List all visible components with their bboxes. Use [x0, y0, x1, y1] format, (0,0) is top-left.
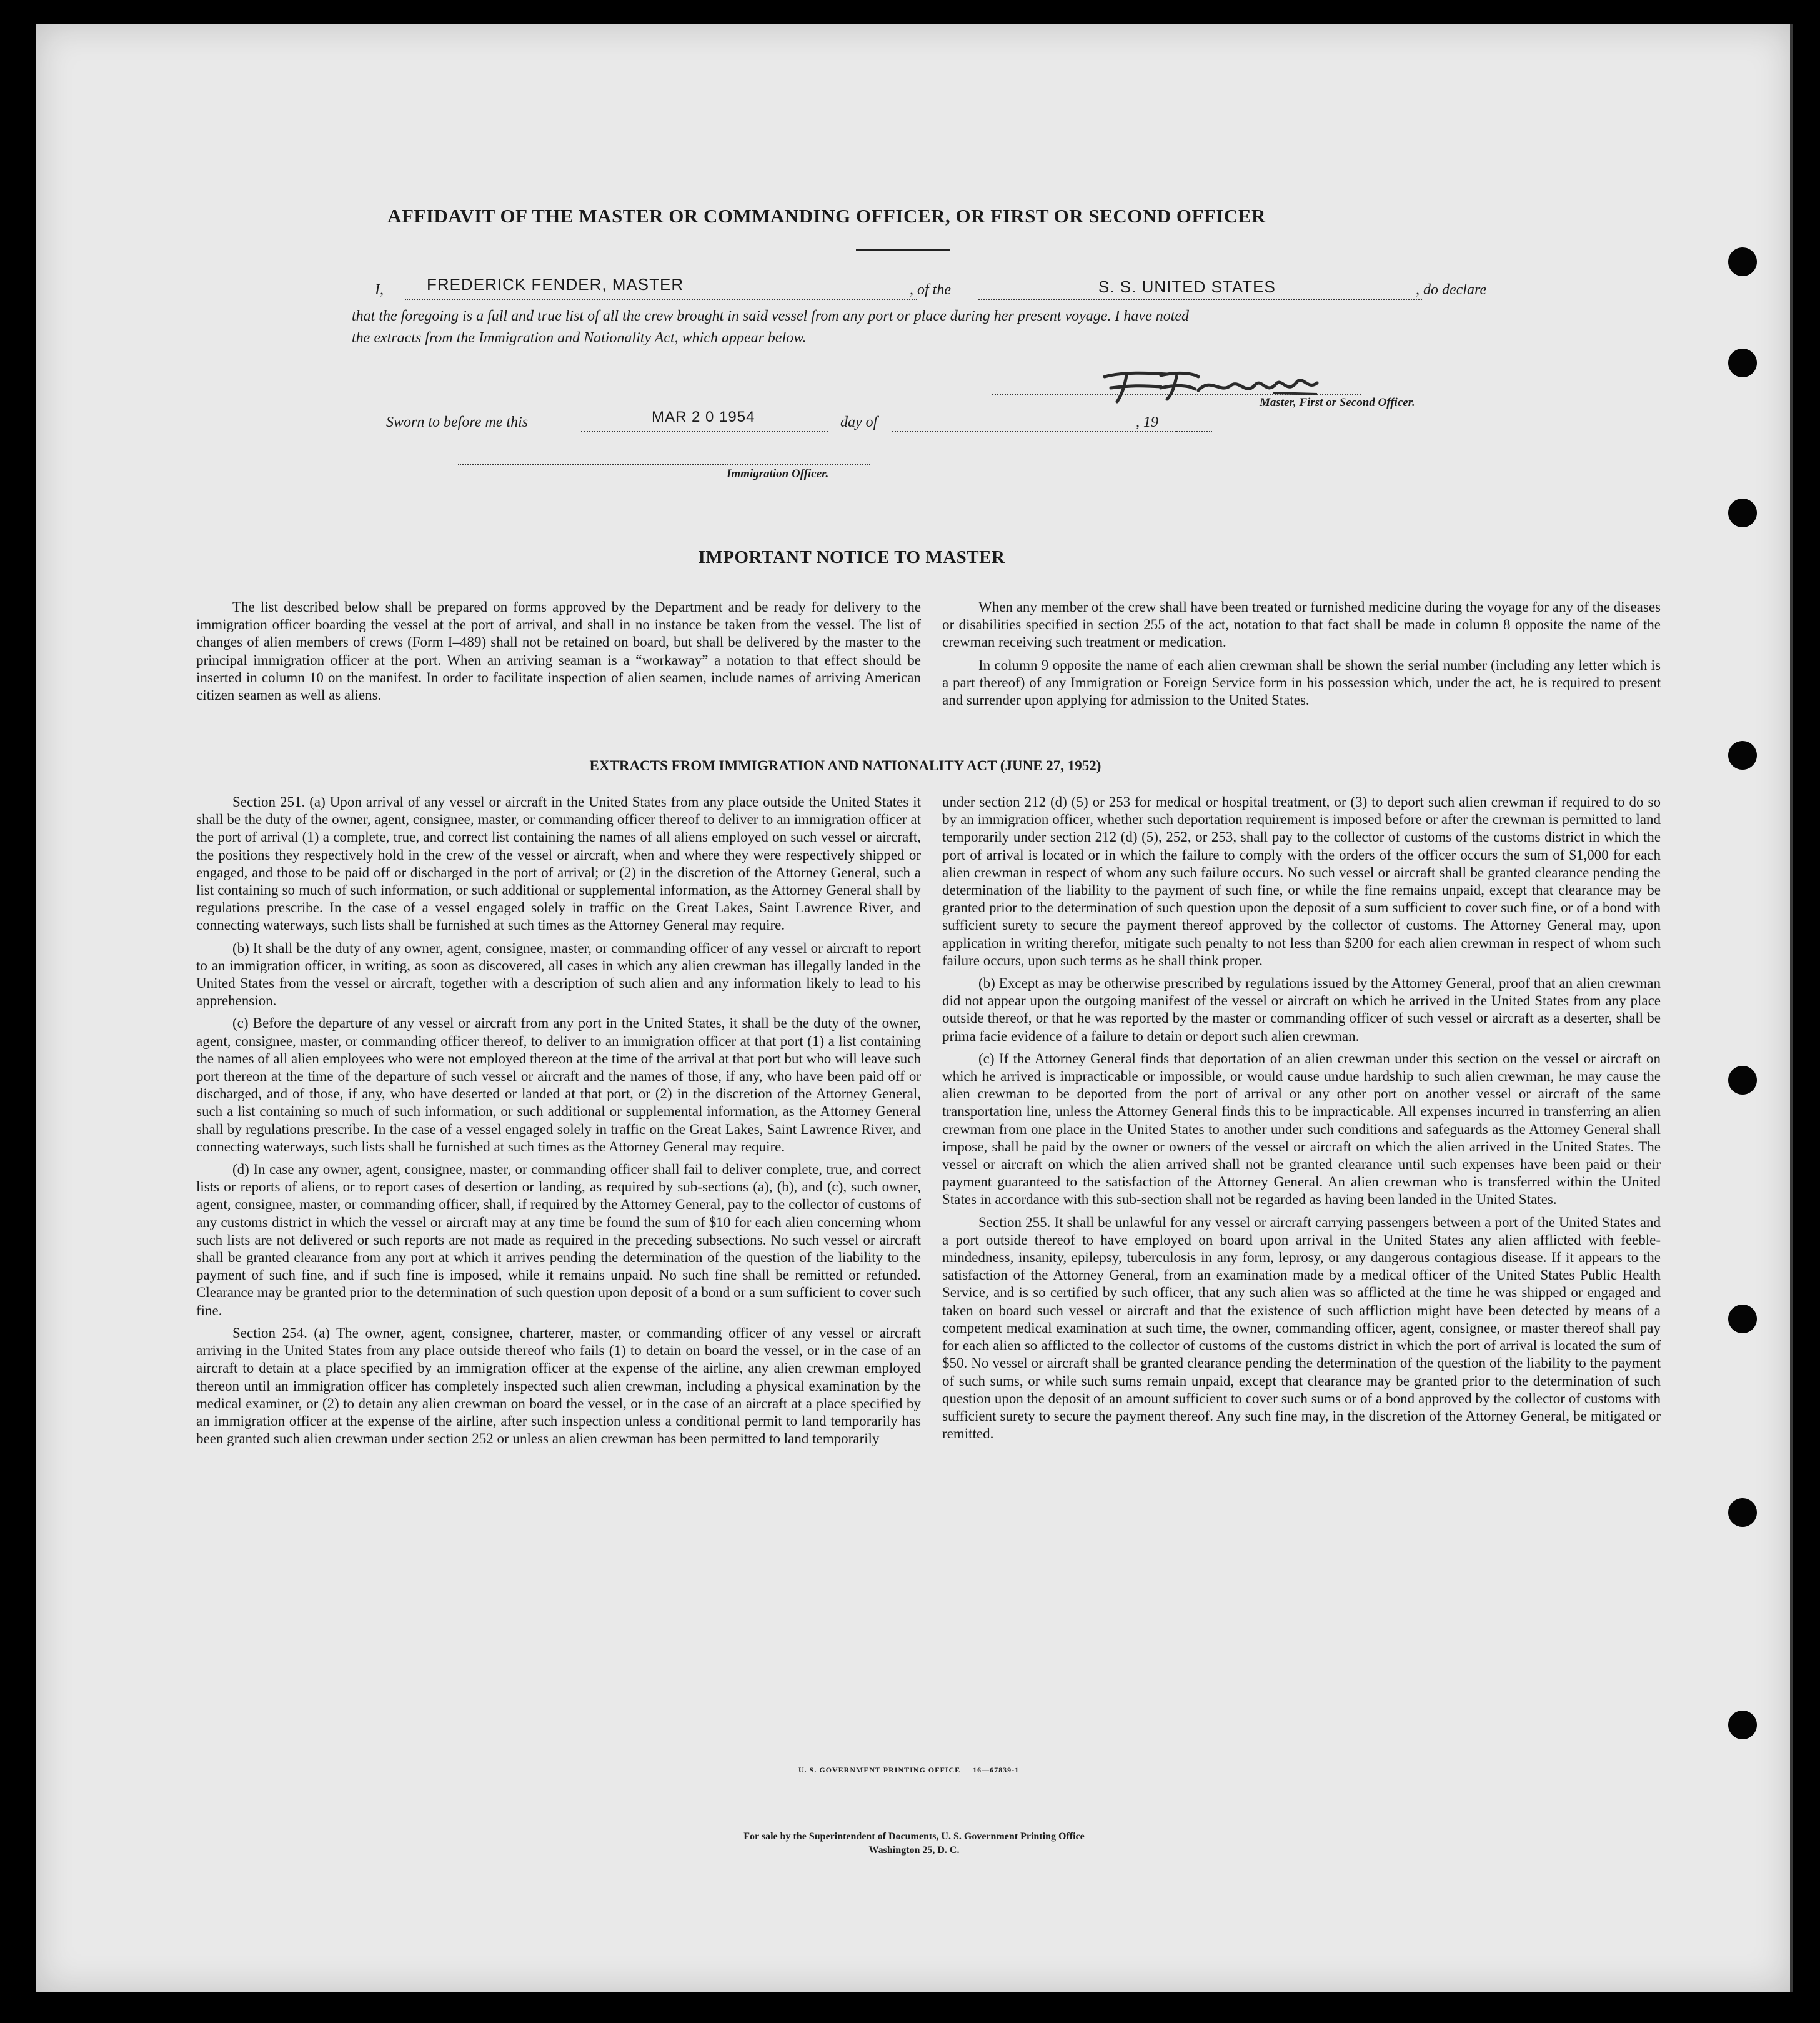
punch-hole: [1728, 741, 1757, 770]
punch-hole: [1728, 1711, 1757, 1739]
section-255: Section 255. It shall be unlawful for any vessel or aircraft carrying passengers between a port of the United States and a port outside thereof to have employed on board upon arrival in the United States any alien afflicted with feeble-mindedness, insanity, epilepsy, tuberculosis in any form, leprosy, or any dangerous contagious disease. If it appears to the satisfaction of the Attorney General, from an examination made by a medical officer of the United States Public Health Service, and is so certified by such officer, that any such alien was so afflicted at the time he was shipped or engaged and taken on board such vessel or aircraft and that the existence of such affliction might have been detected by means of a competent medical examination at such time, the owner, commanding officer, agent, consignee, or master thereof shall pay for each alien so afflicted to the collector of customs of the customs district in which the port of arrival is located the sum of $50. No vessel or aircraft shall be granted clearance pending the determination of the question of the liability to the payment of such sums, or while such sums remain unpaid, except that clearance may be granted prior to the determination of such question upon the deposit of an amount sufficient to cover such sums or of a bond approved by the collector of customs with sufficient surety to secure the payment thereof. Any such fine may, in the discretion of the Attorney General, be mitigated or remitted.: [942, 1214, 1661, 1442]
punch-hole: [1728, 247, 1757, 276]
form-page: [36, 24, 1792, 1992]
section-251-b: (b) It shall be the duty of any owner, agent, consignee, master, or commanding officer of any vessel or aircraft to report to an immigration officer, in writing, as soon as discovered, all cases in which any alien crewman has illegally landed in the United States from the vessel or aircraft, together with a description of such alien and any information likely to lead to his apprehension.: [196, 940, 921, 1009]
affidavit-title: AFFIDAVIT OF THE MASTER OR COMMANDING OFFICER, OR FIRST OR SECOND OFFICER: [387, 205, 1266, 227]
punch-hole: [1728, 499, 1757, 527]
extracts-left-column: [196, 793, 921, 1448]
sale-line-2: Washington 25, D. C.: [868, 1845, 960, 1856]
notice-left-column: [196, 599, 921, 709]
page-edge-divider: [1790, 24, 1793, 1992]
section-251-a: Section 251. (a) Upon arrival of any vessel or aircraft in the United States from any place outside the United States it shall be the duty of the owner, agent, consignee, master, or commanding officer thereof to deliver to an immigration officer at the port of arrival (1) a complete, true, and correct list containing the names of all aliens employed on such vessel or aircraft, the positions they respectively hold in the crew of the vessel or aircraft, when and where they were respectively shipped or engaged, and those to be paid off or discharged in the port of arrival; or (2) in the discretion of the Attorney General, such a list containing so much of such information, or such additional or supplemental information, as the Attorney General shall by regulations prescribe. In the case of a vessel engaged solely in traffic on the Great Lakes, Saint Lawrence River, and connecting waterways, such lists shall be furnished at such times as the Attorney General may require.: [196, 794, 921, 933]
extracts-title: EXTRACTS FROM IMMIGRATION AND NATIONALITY ACT (JUNE 27, 1952): [589, 758, 1101, 773]
declarant-name: FREDERICK FENDER, MASTER: [427, 275, 684, 294]
day-of-label: day of: [840, 414, 878, 430]
vessel-name: S. S. UNITED STATES: [1098, 277, 1276, 296]
statement-line-1: that the foregoing is a full and true list of all the crew brought in said vessel from any port or place during her present voyage. I have noted: [352, 308, 1190, 324]
statement-line-2: the extracts from the Immigration and Nationality Act, which appear below.: [352, 330, 807, 346]
section-251-d: (d) In case any owner, agent, consignee, master, or commanding officer shall fail to deliver complete, true, and correct lists or reports of aliens, or to report cases of desertion or landing, as required by sub-sections (a), (b), and (c), such owner, agent, consignee, master, or commanding officer, shall, if required by the Attorney General, pay to the collector of customs of any customs district in which the vessel or aircraft may at any time be found the sum of $10 for each alien concerning whom such lists are not delivered or such reports are not made as required in the preceding subsections. No such vessel or aircraft shall be granted clearance from any port at which it arrives pending the determination of the question of the liability to the payment of such fine, and if such fine is imposed, while it remains unpaid. No such fine shall be remitted or refunded. Clearance may be granted prior to the determination of such question upon deposit of a bond or a sum sufficient to cover such fine.: [196, 1161, 921, 1318]
punch-hole: [1728, 1066, 1757, 1095]
section-254-a: Section 254. (a) The owner, agent, consignee, charterer, master, or commanding officer of any vessel or aircraft arriving in the United States from any place outside thereof who fails (1) to detain on board the vessel, or in the case of an aircraft to detain at a place specified by an immigration officer at the expense of the airline, any alien crewman employed thereon until an immigration officer has completely inspected such alien crewman, including a physical examination by the medical examiner, or (2) to detain any alien crewman on board the vessel, or in the case of an aircraft at a place specified by an immigration officer at the expense of the airline, after such inspection unless a conditional permit to land temporarily has been granted such alien crewman under section 252 or unless an alien crewman has been permitted to land temporarily: [196, 1325, 921, 1447]
notice-right-paragraph-1: When any member of the crew shall have been treated or furnished medicine during the voyage for any of the diseases or disabilities specified in section 255 of the act, notation to that fact shall be made in column 8 opposite the name of the crewman receiving such treatment or medication.: [942, 599, 1661, 650]
notice-right-paragraph-2: In column 9 opposite the name of each alien crewman shall be shown the serial number (including any letter which is a part thereof) of any Immigration or Foreign Service form in his possession which, under the act, he is required to present and surrender upon applying for admission to the United States.: [942, 657, 1661, 708]
year-line: [1175, 431, 1212, 432]
of-the-label: , of the: [910, 282, 951, 298]
month-line: [892, 431, 1173, 432]
declarant-line: [405, 299, 917, 300]
notice-title: IMPORTANT NOTICE TO MASTER: [698, 547, 1005, 567]
signature-caption: Master, First or Second Officer.: [1260, 396, 1415, 409]
officer-caption: Immigration Officer.: [727, 467, 829, 480]
section-254-a-continued: under section 212 (d) (5) or 253 for medical or hospital treatment, or (3) to deport such alien crewman if required to do so by an immigration officer, whether such deportation requirement is imposed before or after the crewman is permitted to land temporarily under section 212 (d) (5), 252, or 253, shall pay to the collector of customs of the customs district in which the port of arrival is located or in which the failure to comply with the orders of the officer occurs the sum of $1,000 for each alien crewman in respect of whom any such failure occurs. No such vessel or aircraft shall be granted clearance pending the determination of the liability to the payment of such fine, or while the fine remains unpaid, except that clearance may be granted prior to the determination of such question upon the deposit of a sum sufficient to cover such fine, or of a bond with sufficient surety to secure the payment thereof approved by the collector of customs. The Attorney General may, upon application in writing therefor, mitigate such penalty to not less than $200 for each alien crewman in respect of whom such failure occurs, upon such terms as he shall think proper.: [942, 794, 1661, 968]
section-254-c: (c) If the Attorney General finds that deportation of an alien crewman under this section on the vessel or aircraft on which he arrived is impracticable or impossible, or would cause undue hardship to such alien crewman, he may cause the alien crewman to be deported from the port of arrival or any other port on another vessel or aircraft of the same transportation line, unless the Attorney General finds this to be impracticable. All expenses incurred in transferring an alien crewman from one place in the United States to another under such conditions and safeguards as the Attorney General shall impose, shall be paid by the owner or owners of the vessel or aircraft on which the alien arrived in the United States. The vessel or aircraft on which the alien arrived shall not be granted clearance until such expenses have been paid or their payment guaranteed to the satisfaction of the Attorney General. An alien crewman who is transferred within the United States in accordance with this sub-section shall not be regarded as having been landed in the United States.: [942, 1050, 1661, 1208]
vessel-line: [978, 299, 1422, 300]
officer-signature-line: [458, 464, 870, 465]
section-251-c: (c) Before the departure of any vessel or aircraft from any port in the United States, it shall be the duty of the owner, agent, consignee, master, or commanding officer thereof, to deliver to an immigration officer at that port (1) a list containing the names of all alien employees who were not employed thereon at the time of the arrival at that port but who will leave such port thereon at the time of the departure of such vessel or aircraft and the names of those, if any, who have been paid off or discharged, and of those, if any, who have deserted or landed at that port, or (2) in the discretion of the Attorney General, such a list containing so much of such information, or such additional or supplemental information, as the Attorney General shall by regulations prescribe. In the case of a vessel engaged solely in traffic on the Great Lakes, Saint Lawrence River, and connecting waterways, such lists shall be furnished at such times as the Attorney General may require.: [196, 1015, 921, 1155]
punch-hole: [1728, 1498, 1757, 1527]
year-prefix: , 19: [1136, 414, 1158, 430]
notice-right-column: [942, 599, 1661, 714]
section-254-b: (b) Except as may be otherwise prescribed by regulations issued by the Attorney General, proof that an alien crewman did not appear upon the outgoing manifest of the vessel or aircraft on which he arrived in the United States from any place outside thereof, or that he was reported by the master or commanding officer of such vessel or aircraft as a deserter, shall be prima facie evidence of a failure to detain or deport such alien crewman.: [942, 975, 1661, 1044]
extracts-right-column: [942, 793, 1661, 1443]
printing-office-line: U. S. GOVERNMENT PRINTING OFFICE 16—67839-1: [798, 1766, 1020, 1774]
punch-hole: [1728, 1305, 1757, 1333]
sworn-date-stamp: MAR 2 0 1954: [652, 409, 755, 425]
notice-left-paragraph: The list described below shall be prepared on forms approved by the Department and be ready for delivery to the immigration officer boarding the vessel at the port of arrival, and shall in no instance be taken from the vessel. The list of changes of alien members of crews (Form I–489) shall not be retained on board, but shall be delivered by the master to the principal immigration officer at the port. When an arriving seaman is a “workaway” a notation to that effect should be inserted in column 10 on the manifest. In order to facilitate inspection of alien seamen, include names of arriving American citizen seamen as well as aliens.: [196, 599, 921, 703]
sworn-prefix: Sworn to before me this: [386, 414, 529, 430]
punch-hole: [1728, 349, 1757, 377]
sale-line-1: For sale by the Superintendent of Documents, U. S. Government Printing Office: [743, 1831, 1085, 1842]
do-declare-label: , do declare: [1416, 282, 1487, 298]
signature-line: [992, 394, 1361, 395]
title-rule: [856, 249, 950, 251]
declare-prefix: I,: [375, 282, 384, 298]
sworn-date-line: [581, 431, 828, 432]
